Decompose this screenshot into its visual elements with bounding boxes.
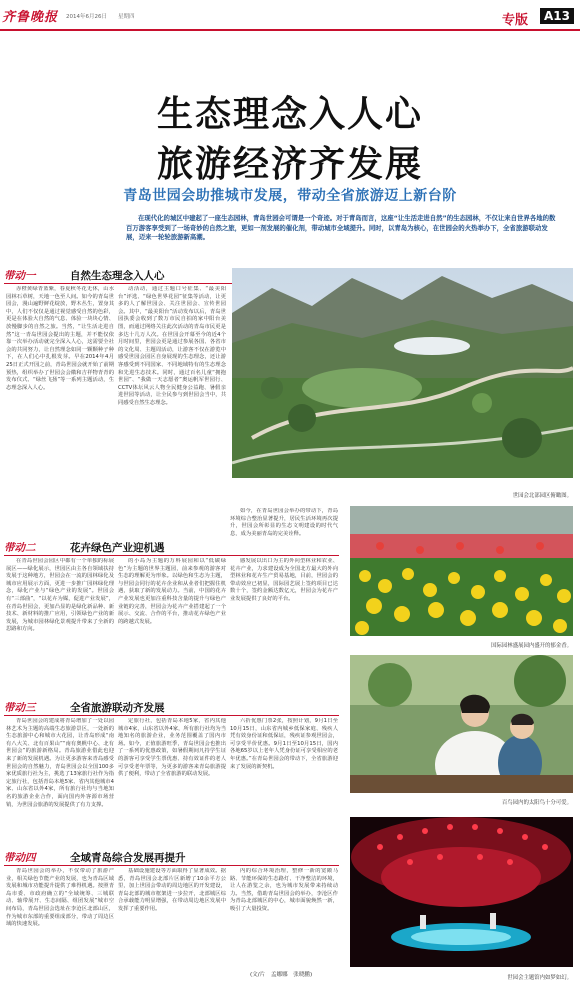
section-label: 专版: [502, 13, 529, 28]
section-4-title: 全域青岛综合发展再提升: [70, 852, 186, 864]
lede-paragraph: 在现代化的城区中建起了一座生态园林，青岛世园会可谓是一个奇迹。对于青岛而言，这座“让生活走进自然”的生态园林，不仅让来自世界各地的数百万游客享受到了一场奇妙的自然之旅，更如一剂发展的催化剂，带动城市全域提升。同时，以青岛为核心，在世园会的火热举办下，全省旅游联动发展，迈来一轮轮旅游新高潮。: [126, 214, 556, 241]
newspaper-logo: 齐鲁晚报: [2, 10, 59, 25]
section-2-title: 花卉绿色产业迎机遇: [70, 542, 165, 554]
section-1-col2: 动活动，通过主题口号征集、“最美阳台”评选、“绿色世界花园”征集等活动，让更多的人了解世园会、关注世园会、宣传世园会。其中，“最美阳台”活动发布以后，青岛世园执委会收到了数万市民自拍的家中阳台美图，而通过网络关注此次活动的青岛市民更是多达十几万人次。在世园会开幕至今的近4个月时间里，世园会更是通过参展各国、各省市的文化周、主题周活动，让游客不仅在游览中感受世园会园区自身展现的生态理念，还让游客感受到不同国家、不同地域特有的生态理念和先进生态技术。同时，通过百名儿童“拥抱世园”、“我做一天志愿者”奥运帆军世园行、CCTV体坛风云人物全民健身公益跑、暑假亲进世园等活动，让全民参与到世园会当中，共同感受自然生态理念。: [118, 286, 226, 406]
section-4-col1: 青岛世园会的举办，不仅带动了旅游产业，相关绿色节能产业的发展，也为青岛区域发展和城市功能提升提供了难得机遇。按照青岛市委、市政府确立的“全域统筹、三城联动、轴带展开、生态间隔、组团发展”城市空间布局，青岛世园会选址在李沧区北部山区，作为城市东部的重要组成部分，带动了周边区域的快速发展。: [6, 868, 114, 928]
issue-weekday: 星期四: [118, 14, 135, 20]
page-number: A13: [540, 8, 574, 24]
section-3-col1: 青岛世园会的建成将青岛增加了一处以园林艺术为主题的高端生态旅游景区，一处新的生态旅游中心和城市大花园，让青岛形成“南有八大关、北有百果山”“南有奥帆中心、北有世园会”的旅游新格局。青岛旅游业借此也迎来了新的发展机遇。为让更多游客来青岛感受世园会的自然魅力，青岛世园会以全国100多家优质旅行社为主，挑选了13家旅行社作为指定旅行社，包括青岛本地5家、省内其他城市4家、山东省以外4家，所有旅行社均与当地知名的旅游企业合作，面向国内外客源市场营销，为世园会旅游的发展提供了有力支撑。: [6, 718, 114, 808]
masthead-rule: [0, 29, 580, 31]
section-1-tag: 带动一: [4, 270, 36, 282]
section-2-rule: [4, 555, 339, 556]
section-4-col2: 基础设施建设等方面取得了显著成效。据悉，青岛世园会北部片区新增了10余平方公里，加上世园会带动的周边地区的开发建设，青岛北部的城市框架进一步拉开，北部城区综合承载能力明显增强，在带动周边地区发展中发挥了重要作用。: [118, 868, 226, 912]
section-4-rule: [4, 865, 339, 866]
section-4-header: [4, 850, 339, 864]
masthead: [0, 0, 580, 30]
family-photo: [350, 655, 573, 793]
theme-pavilion-photo: [350, 817, 573, 967]
section-3-tag: 带动三: [4, 702, 36, 714]
theme-pavilion-caption: 世园会主题馆内如梦如幻。: [507, 975, 572, 981]
section-1-col3: 如今，在青岛世园会举办的带动下，青岛环境综合整治显著提升，居民生活环境再次提升，世园会所彰显的生态文明建设的时代气息，成为美丽青岛的完美诠释。: [230, 508, 338, 536]
family-caption: 百鸟园内的太阳鸟十分可爱。: [501, 800, 572, 806]
article-byline: (文/片 孟娜娜 张晓鹏): [250, 972, 313, 978]
section-3-col2: 定旅行社，包括青岛本地5家，省内其他城市4家，山东省以外4家，所有旅行社均为当地知名的旅游企业，业务范围覆盖了国内市场。如今，正值旅游旺季，青岛世园会也推出了一系列的优惠政策，如暑假期间凡持学生证的游客可享受学生票优惠、持有效证件的老人可享受老年票等，为更多的游客来青岛旅游提供了便利，带动了全省旅游的联动发展。: [118, 718, 226, 778]
section-4-tag: 带动四: [4, 852, 36, 864]
section-3-header: [4, 700, 339, 714]
section-3-title: 全省旅游联动齐发展: [70, 702, 165, 714]
section-2-tag: 带动二: [4, 542, 36, 554]
section-4-col3: 内的综合环境治理，整修一新的宽敞马路、节能环保的生态路灯、干净整洁的环境，让人在游览之余，也为城市发展带来持续动力。当然，借助青岛世园会的举办，李沧区作为青岛北部城区的中心，城市面貌焕然一新，吸引了大量投资。: [230, 868, 338, 912]
expo-aerial-photo: [232, 268, 573, 478]
expo-aerial-caption: 世园会北部园区俯瞰图。: [512, 493, 572, 499]
section-3-col3: 六折优惠门票2张，按照计划，9月1日至10月15日，山东省内城乡低保家庭、残疾人凭有效身份证和低保证，残疾证参观世园会，可享受半价优惠。9月1日至10月15日，国内各地65岁以上老年人凭身份证可享受相应的老年优惠。”在青岛世园会的带动下，全省旅游迎来了发展的新契机。: [230, 718, 338, 770]
headline-line1: 生态理念入人心: [156, 93, 423, 135]
section-3-rule: [4, 715, 339, 716]
section-2-header: [4, 540, 339, 554]
section-2-col3: 感发展以出口为主的外向型林业和农业、花卉产业，力求建设成为全国北方最大的外向型林业和花卉生产贸易基地，目前，世园会的带动效应已初显，国际园艺展上签约项目已达数十个，签约金额达数亿元，世园会为花卉产业发展提供了良好的平台。: [230, 558, 338, 602]
section-1-col1: 赤橙黄绿青蓝紫，春夏秋冬花无休，山水园林石草树，天地一色至人间。如今的青岛世园会，漫山遍野鲜花绽放，野木丛生，置身其中，人们不仅仅是通过视觉感受自然的色彩，更是在体验大自然的气息、体验一块块心情、放慢脚步的自然之旅。当然，“让生活走进自然”这一青岛世园会提出的主题，并不能仅依靠一次举办活动就完全深入人心，这需要全社会的共同努力，让自然理念如同一颗颗种子种下，在人们心中扎根发芽。早在2014年4月25日正式开园之前，青岛世园会就开始了前期预热，组织举办了世园会会徽和吉祥物青青的发布仪式、“绿丝飞扬”等一系列主题活动，生态理念深入人心。: [6, 286, 114, 391]
headline-subtitle: 青岛世园会助推城市发展，带动全省旅游迈上新台阶: [123, 188, 457, 204]
tulip-photo: [350, 506, 573, 636]
issue-date: 2014年6月26日: [66, 14, 107, 20]
section-1-title: 自然生态理念入人心: [70, 270, 165, 282]
headline-line2: 旅游经济齐发展: [156, 143, 423, 185]
section-2-col2: 的小岛为主题的万科展园和以“低碳绿色”为主题的世界主题园，前来参观的游客对生态的理解更为形象。以绿色和生态为主题，与世园会同行的花卉企业和从业者们把握住机遇，获取了新的发展动力。当前，中国的花卉产业发展也更加注重科技含量的提升与绿色产业链的完善，世园会为花卉产业搭建起了一个展示、交流、合作的平台，推动花卉绿色产业的跨越式发展。: [118, 558, 226, 625]
tulip-caption: 国际园林盛展园内盛开的郁金香。: [491, 643, 572, 649]
section-2-col1: 在青岛世园会园区中都有一个单独的标展展区——绿化展示，世园区由主各自领域扶持发展于这种地方，世园会在一流的园林绿化及城市应用展示方面，更进一步推广园林绿化理念，绿化产业与“绿色产业的发展”。世园会有“三部曲”，“以花卉为媒，促进产业发展”，在青岛世园会，更加凸显的是绿化新品种、新技术、新材料的推广应用，引领绿色产业的新发展，为城市园林绿化景观提升带来了全新的思路和方向。: [6, 558, 114, 633]
